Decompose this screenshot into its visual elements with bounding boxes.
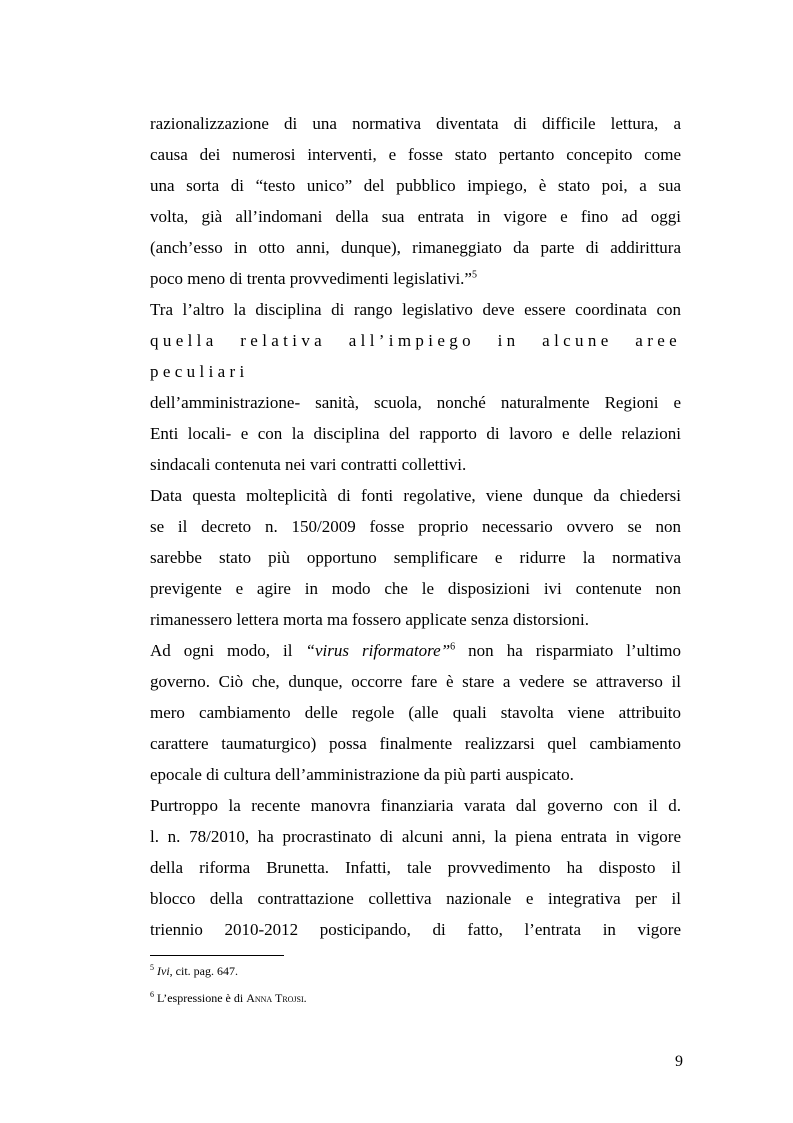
footnote-text: , cit. pag. 647. (169, 964, 238, 978)
footnote-6 (150, 991, 681, 1006)
text-line: mero cambiamento delle regole (alle quali stavolta viene attribuito (150, 703, 681, 722)
text-line: rimanessero lettera morta ma fossero applicate senza distorsioni. (150, 610, 590, 629)
text-line: previgente e agire in modo che le disposizioni ivi contenute non (150, 579, 681, 598)
text-span: non ha risparmiato l’ultimo (455, 641, 681, 660)
footnote-divider (150, 955, 284, 956)
author-name: Anna Trojsi (246, 991, 304, 1005)
text-line: carattere taumaturgico) possa finalmente realizzarsi quel cambiamento (150, 734, 681, 753)
text-line: (anch’esso in otto anni, dunque), rimaneggiato da parte di addirittura (150, 238, 681, 257)
emphasis-text: Ivi (157, 964, 170, 978)
paragraph-4 (150, 635, 681, 790)
text-line: causa dei numerosi interventi, e fosse stato pertanto concepito come (150, 145, 681, 164)
footnotes (150, 964, 681, 1018)
footnote-text: . (303, 991, 307, 1005)
text-line: dell’amministrazione- sanità, scuola, nonché naturalmente Regioni e (150, 393, 681, 412)
text-line: sarebbe stato più opportuno semplificare e ridurre la normativa (150, 548, 681, 567)
text-span: poco meno di trenta provvedimenti legislativi.” (150, 269, 472, 288)
paragraph-1 (150, 108, 681, 294)
paragraph-3 (150, 480, 681, 635)
emphasis-text: “virus riformatore” (305, 641, 451, 660)
text-line: l. n. 78/2010, ha procrastinato di alcuni anni, la piena entrata in vigore (150, 827, 681, 846)
text-line: una sorta di “testo unico” del pubblico impiego, è stato poi, a sua (150, 176, 681, 195)
paragraph-2 (150, 294, 681, 480)
footnote-ref-6[interactable]: 6 (450, 641, 456, 653)
text-line: della riforma Brunetta. Infatti, tale provvedimento ha disposto il (150, 858, 681, 877)
text-line: se il decreto n. 150/2009 fosse proprio necessario ovvero se non (150, 517, 681, 536)
text-line: blocco della contrattazione collettiva nazionale e integrativa per il (150, 889, 681, 908)
text-line: Data questa molteplicità di fonti regolative, viene dunque da chiedersi (150, 486, 681, 505)
text-line: sindacali contenuta nei vari contratti collettivi. (150, 455, 467, 474)
footnote-text: L’espressione è di (154, 991, 247, 1005)
paragraph-5 (150, 790, 681, 945)
text-line (150, 263, 681, 294)
footnote-5 (150, 964, 681, 979)
text-line: Enti locali- e con la disciplina del rapporto di lavoro e delle relazioni (150, 424, 681, 443)
text-span: Ad ogni modo, il (150, 641, 306, 660)
footnote-number: 5 (150, 963, 154, 972)
text-line: Tra l’altro la disciplina di rango legislativo deve essere coordinata con (150, 300, 681, 319)
body-text (150, 108, 681, 945)
footnote-ref-5[interactable]: 5 (471, 269, 477, 281)
page-number: 9 (675, 1053, 683, 1070)
text-line: quella relativa all’impiego in alcune aree peculiari (150, 331, 681, 381)
text-line: triennio 2010-2012 posticipando, di fatto, l’entrata in vigore (150, 920, 681, 939)
text-line: epocale di cultura dell’amministrazione da più parti auspicato. (150, 765, 574, 784)
footnote-number: 6 (150, 990, 154, 999)
text-line: volta, già all’indomani della sua entrata in vigore e fino ad oggi (150, 207, 681, 226)
text-line (150, 635, 681, 666)
text-line: razionalizzazione di una normativa diventata di difficile lettura, a (150, 114, 681, 133)
text-line: governo. Ciò che, dunque, occorre fare è stare a vedere se attraverso il (150, 672, 681, 691)
text-line: Purtroppo la recente manovra finanziaria varata dal governo con il d. (150, 796, 681, 815)
